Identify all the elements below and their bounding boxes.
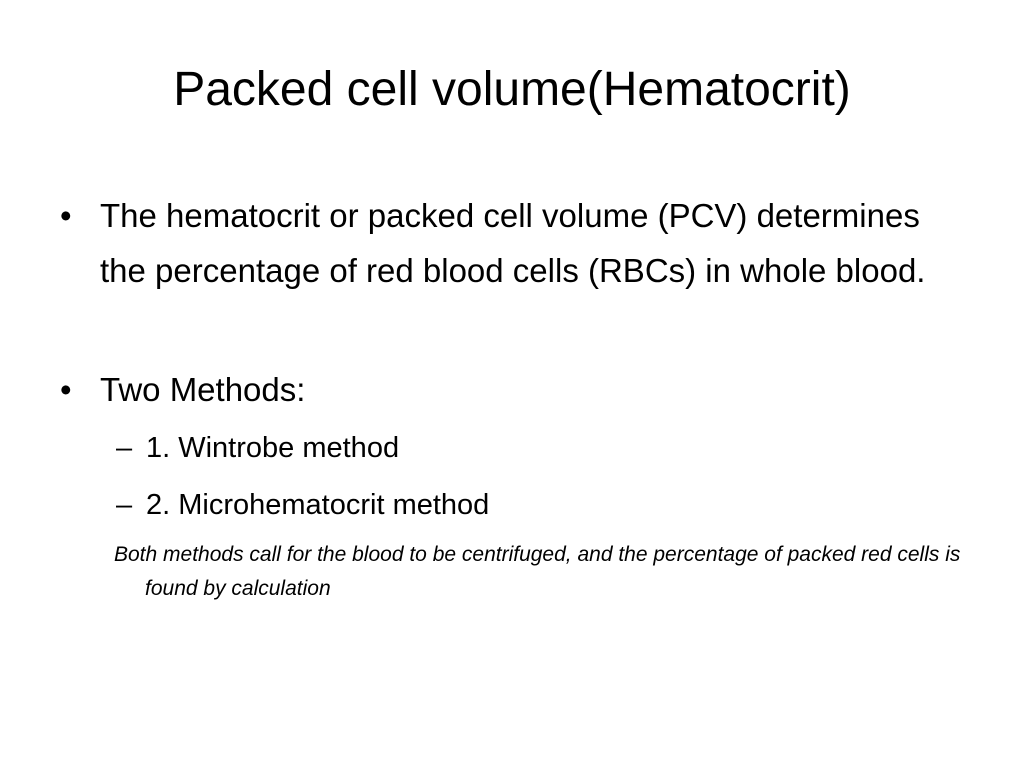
- italic-note: Both methods call for the blood to be centrifuged, and the percentage of packed red cells is found by calculation: [114, 543, 961, 600]
- bullet-marker: •: [60, 371, 72, 408]
- bullet-marker: •: [60, 197, 72, 234]
- sub-item-wintrobe: [116, 428, 976, 468]
- dash-marker: –: [116, 489, 133, 521]
- sub-item-text: 1. Wintrobe method: [146, 432, 400, 464]
- slide-title: Packed cell volume(Hematocrit): [173, 63, 851, 116]
- sub-item-microhematocrit: [116, 485, 976, 525]
- bullet-text: Two Methods:: [100, 371, 306, 408]
- bullet-item-definition: [60, 188, 960, 298]
- bullet-text: The hematocrit or packed cell volume (PCV) determines the percentage of red blood cells (RBCs) in whole blood.: [100, 197, 926, 289]
- dash-marker: –: [116, 432, 133, 464]
- sub-item-text: 2. Microhematocrit method: [146, 489, 490, 521]
- bullet-item-methods: [60, 362, 960, 417]
